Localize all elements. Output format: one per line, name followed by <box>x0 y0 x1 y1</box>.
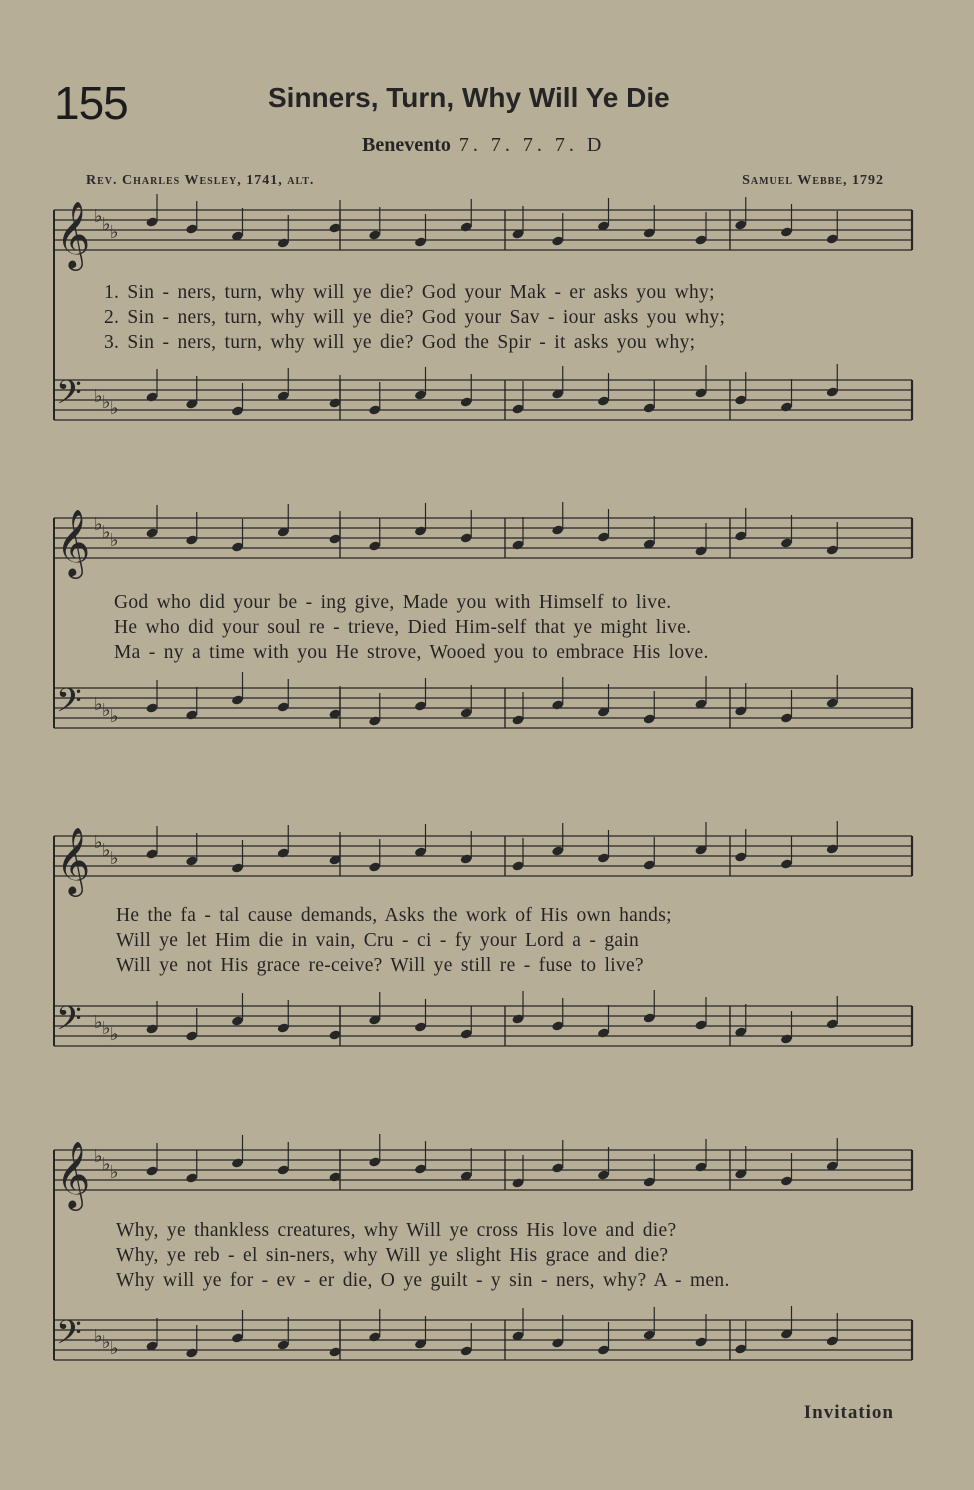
tune-name: Benevento <box>362 134 451 156</box>
bass-clef-icon: 𝄢 <box>56 374 82 420</box>
author-credit: Rev. Charles Wesley, 1741, alt. <box>86 173 315 188</box>
flat-icon: ♭ <box>102 214 111 235</box>
treble-clef-icon: 𝄞 <box>56 200 91 268</box>
lyric-verse-1: He the fa - tal cause demands, Asks the work of His own hands; <box>116 905 672 926</box>
flat-icon: ♭ <box>94 514 103 535</box>
lyric-verse-1: God who did your be - ing give, Made you with Himself to live. <box>114 592 672 613</box>
flat-icon: ♭ <box>102 392 111 413</box>
treble-staff <box>54 502 912 579</box>
flat-icon: ♭ <box>110 1162 119 1183</box>
flat-icon: ♭ <box>94 206 103 227</box>
hymn-number: 155 <box>54 77 128 129</box>
flat-icon: ♭ <box>102 700 111 721</box>
bass-staff <box>54 990 912 1046</box>
flat-icon: ♭ <box>110 1338 119 1359</box>
bass-clef-icon: 𝄢 <box>56 1000 82 1046</box>
lyric-verse-2: 2. Sin - ners, turn, why will ye die? God your Sav - iour asks you why; <box>104 307 726 328</box>
flat-icon: ♭ <box>110 530 119 551</box>
meter: 7. 7. 7. 7. D <box>458 134 606 156</box>
lyric-verse-1: 1. Sin - ners, turn, why will ye die? God your Mak - er asks you why; <box>104 282 715 303</box>
flat-icon: ♭ <box>102 522 111 543</box>
lyric-verse-3: 3. Sin - ners, turn, why will ye die? God the Spir - it asks you why; <box>104 332 696 353</box>
treble-clef-icon: 𝄞 <box>56 1140 91 1208</box>
flat-icon: ♭ <box>102 1018 111 1039</box>
treble-clef-icon: 𝄞 <box>56 826 91 894</box>
flat-icon: ♭ <box>102 840 111 861</box>
flat-icon: ♭ <box>102 1332 111 1353</box>
treble-staff <box>54 821 912 897</box>
flat-icon: ♭ <box>94 1146 103 1167</box>
bass-staff <box>54 672 912 728</box>
flat-icon: ♭ <box>94 832 103 853</box>
lyric-verse-2: Why, ye reb - el sin-ners, why Will ye slight His grace and die? <box>116 1245 669 1266</box>
lyric-verse-1: Why, ye thankless creatures, why Will ye cross His love and die? <box>116 1220 677 1241</box>
bass-clef-icon: 𝄢 <box>56 1314 82 1360</box>
lyrics-system-4 <box>116 1218 916 1293</box>
flat-icon: ♭ <box>94 694 103 715</box>
lyrics-system-1 <box>104 280 904 355</box>
flat-icon: ♭ <box>110 222 119 243</box>
treble-staff <box>54 1134 912 1211</box>
lyric-verse-3: Why will ye for - ev - er die, O ye guilt - y sin - ners, why? A - men. <box>116 1270 730 1291</box>
hymn-title: Sinners, Turn, Why Will Ye Die <box>268 82 670 113</box>
lyric-verse-3: Ma - ny a time with you He strove, Wooed you to embrace His love. <box>114 642 709 663</box>
flat-icon: ♭ <box>110 398 119 419</box>
flat-icon: ♭ <box>102 1154 111 1175</box>
topic-label: Invitation <box>803 1402 894 1423</box>
bass-staff <box>54 364 912 420</box>
flat-icon: ♭ <box>94 1326 103 1347</box>
lyric-verse-3: Will ye not His grace re-ceive? Will ye still re - fuse to live? <box>116 955 644 976</box>
flat-icon: ♭ <box>94 1012 103 1033</box>
treble-staff <box>54 194 912 271</box>
flat-icon: ♭ <box>110 1024 119 1045</box>
composer-credit: Samuel Webbe, 1792 <box>742 173 884 188</box>
tune-line <box>362 134 605 157</box>
flat-icon: ♭ <box>110 706 119 727</box>
lyric-verse-2: Will ye let Him die in vain, Cru - ci - fy your Lord a - gain <box>116 930 640 951</box>
lyric-verse-2: He who did your soul re - trieve, Died Him-self that ye might live. <box>114 617 692 638</box>
lyrics-system-2 <box>114 590 914 665</box>
bass-staff <box>54 1306 912 1360</box>
flat-icon: ♭ <box>110 848 119 869</box>
lyrics-system-3 <box>116 903 916 978</box>
flat-icon: ♭ <box>94 386 103 407</box>
bass-clef-icon: 𝄢 <box>56 682 82 728</box>
treble-clef-icon: 𝄞 <box>56 508 91 576</box>
